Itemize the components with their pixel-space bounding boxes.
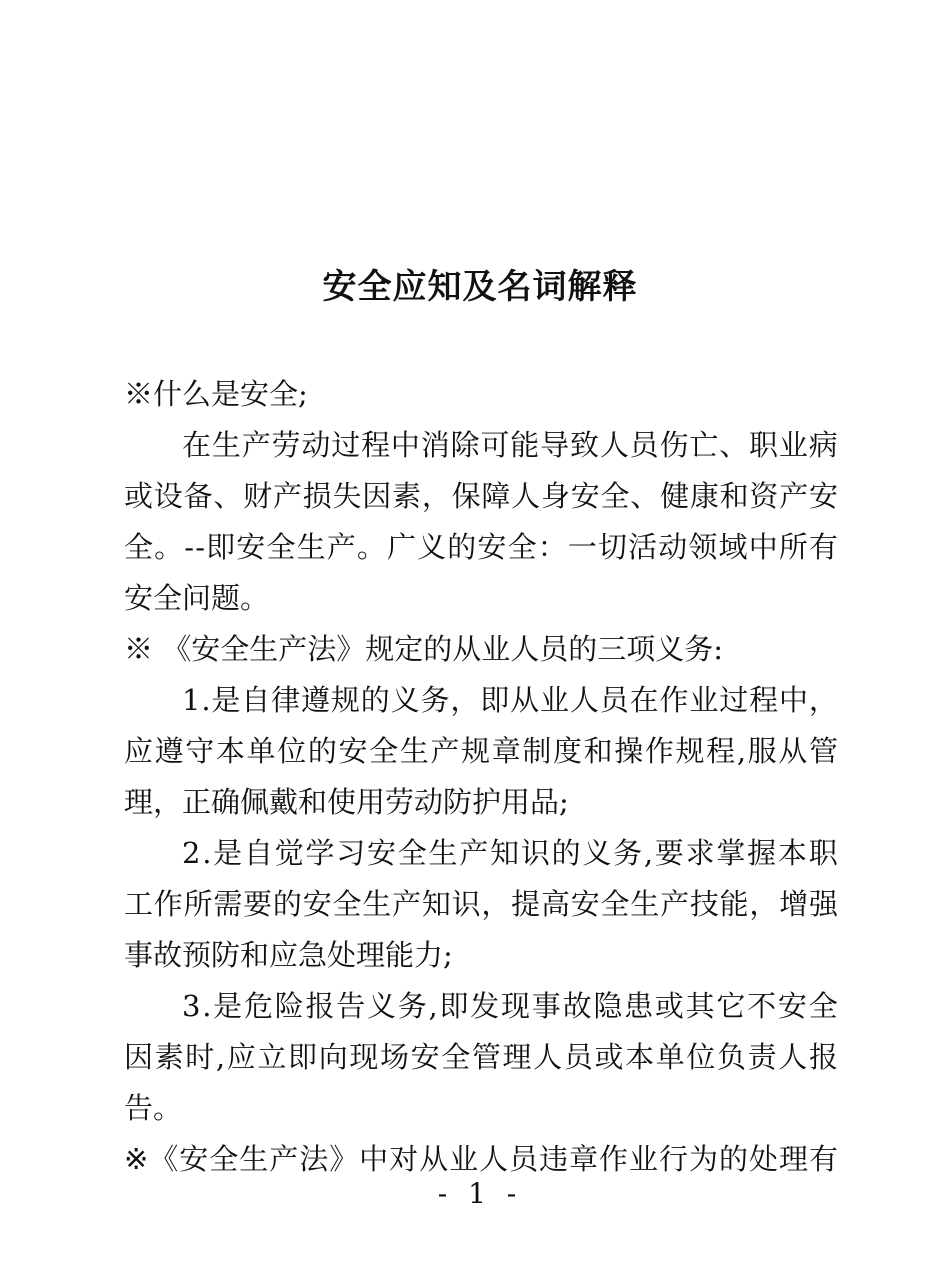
paragraph-line: 事故预防和应急处理能力; — [124, 938, 453, 972]
paragraph-line: ※ 《 安 全 生 产 法 》 中 对 从 业 人 员 违 章 作 业 行 为 的 处 理 有 — [124, 1142, 838, 1176]
paragraph-line: 安全问题。 — [124, 581, 270, 615]
paragraph-line: 2 . 是 自 觉 学 习 安 全 生 产 知 识 的 义 务 , 要 求 掌 握 本 职 — [182, 836, 838, 870]
paragraph-line: 在 生 产 劳 动 过 程 中 消 除 可 能 导 致 人 员 伤 亡 、 职 业 病 — [182, 428, 838, 462]
paragraph-line: 应 遵 守 本 单 位 的 安 全 生 产 规 章 制 度 和 操 作 规 程 , 服 从 管 — [124, 734, 838, 768]
document-body — [124, 369, 838, 1185]
paragraph-line: 因 素 时 , 应 立 即 向 现 场 安 全 管 理 人 员 或 本 单 位 负 责 人 报 — [124, 1040, 838, 1074]
paragraph-line: 告。 — [124, 1091, 183, 1125]
paragraph-line: ※ 《安全生产法》规定的从业人员的三项义务: — [124, 632, 723, 666]
paragraph-line: 理，正确佩戴和使用劳动防护用品; — [124, 785, 569, 819]
paragraph-line: 工 作 所 需 要 的 安 全 生 产 知 识 ， 提 高 安 全 生 产 技 能 ， 增 强 — [124, 887, 838, 921]
paragraph-line: 1 . 是 自 律 遵 规 的 义 务 ， 即 从 业 人 员 在 作 业 过 程 中 ， — [182, 683, 838, 717]
paragraph-line: 3 . 是 危 险 报 告 义 务 , 即 发 现 事 故 隐 患 或 其 它 不 安 全 — [182, 989, 838, 1023]
page-number: - 1 - — [437, 1177, 523, 1210]
document-title: 安全应知及名词解释 — [322, 267, 638, 307]
paragraph-line: 或 设 备 、 财 产 损 失 因 素 ， 保 障 人 身 安 全 、 健 康 和 资 产 安 — [124, 479, 838, 513]
paragraph-line: ※什么是安全; — [124, 377, 308, 411]
paragraph-line: 全 。 - - 即 安 全 生 产 。 广 义 的 安 全 ： 一 切 活 动 领 域 中 所 有 — [124, 530, 838, 564]
